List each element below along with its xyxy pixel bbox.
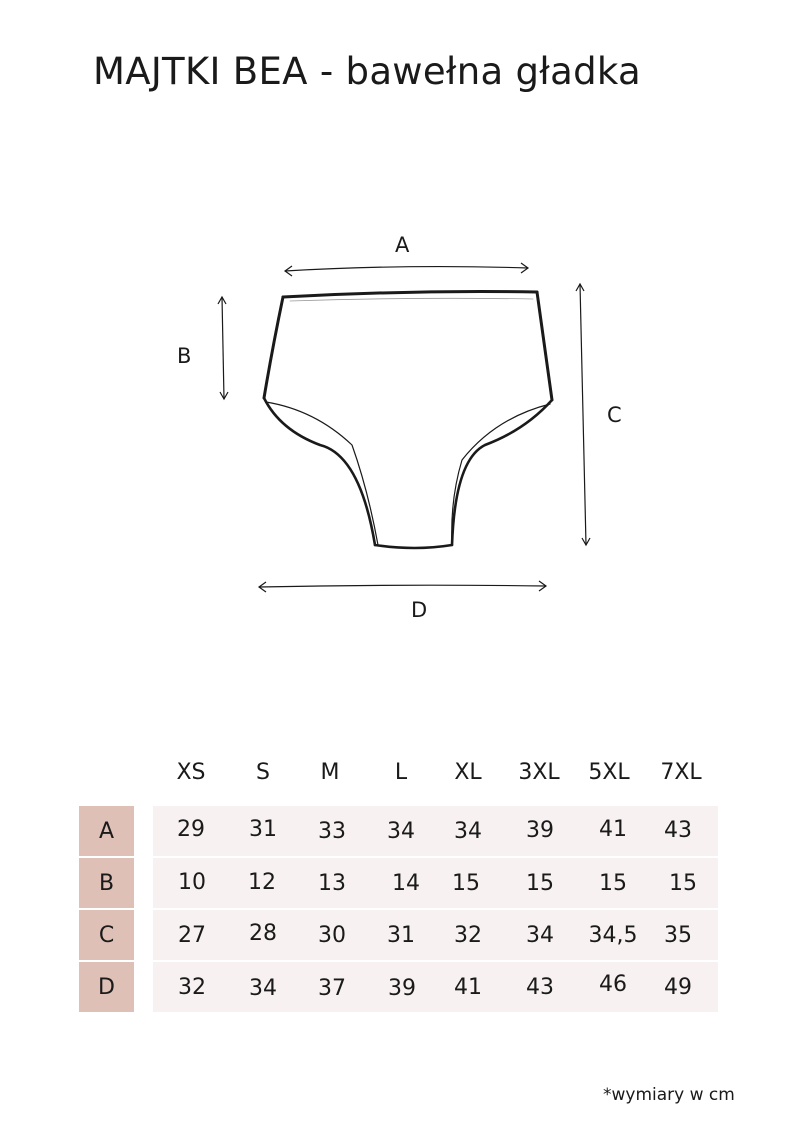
left-leg bbox=[264, 398, 375, 545]
cell-a-m: 33 bbox=[318, 819, 346, 844]
cell-d-m: 37 bbox=[318, 976, 346, 1001]
cell-d-7xl: 49 bbox=[664, 975, 692, 1000]
size-header-xl: XL bbox=[454, 760, 482, 785]
waistband-seam bbox=[290, 298, 533, 301]
label-a: A bbox=[395, 233, 410, 257]
cell-a-3xl: 39 bbox=[526, 818, 554, 843]
row-label-b: B bbox=[79, 858, 134, 908]
cell-a-xl: 34 bbox=[454, 819, 482, 844]
cell-d-xl: 41 bbox=[454, 975, 482, 1000]
cell-c-7xl: 35 bbox=[664, 923, 692, 948]
cell-c-3xl: 34 bbox=[526, 923, 554, 948]
cell-a-s: 31 bbox=[249, 817, 277, 842]
size-header-s: S bbox=[256, 760, 270, 785]
cell-c-xl: 32 bbox=[454, 923, 482, 948]
cell-d-3xl: 43 bbox=[526, 975, 554, 1000]
cell-d-5xl: 46 bbox=[599, 972, 627, 997]
size-header-5xl: 5XL bbox=[588, 760, 630, 785]
cell-b-l: 14 bbox=[392, 871, 420, 896]
right-leg-inner bbox=[452, 404, 550, 545]
cell-b-xs: 10 bbox=[178, 870, 206, 895]
gusset-bottom bbox=[375, 545, 452, 548]
cell-c-l: 31 bbox=[387, 923, 415, 948]
label-c: C bbox=[607, 403, 622, 427]
briefs-drawing bbox=[264, 292, 552, 548]
cell-b-3xl: 15 bbox=[526, 871, 554, 896]
cell-b-s: 12 bbox=[248, 870, 276, 895]
cell-c-xs: 27 bbox=[178, 923, 206, 948]
cell-b-7xl: 15 bbox=[669, 871, 697, 896]
cell-b-m: 13 bbox=[318, 871, 346, 896]
cell-a-5xl: 41 bbox=[599, 817, 627, 842]
arrow-d bbox=[259, 581, 546, 592]
row-label-c: C bbox=[79, 910, 134, 960]
cell-c-5xl: 34,5 bbox=[588, 923, 638, 948]
cell-a-7xl: 43 bbox=[664, 818, 692, 843]
cell-a-l: 34 bbox=[387, 819, 415, 844]
cell-b-xl: 15 bbox=[452, 871, 480, 896]
row-label-a: A bbox=[79, 806, 134, 856]
arrow-b bbox=[218, 297, 228, 399]
left-side bbox=[264, 297, 283, 398]
row-label-d: D bbox=[79, 962, 134, 1012]
size-header-xs: XS bbox=[176, 760, 206, 785]
size-header-7xl: 7XL bbox=[660, 760, 702, 785]
size-header-3xl: 3XL bbox=[518, 760, 560, 785]
cell-c-m: 30 bbox=[318, 923, 346, 948]
size-header-m: M bbox=[320, 760, 340, 785]
label-b: B bbox=[177, 344, 192, 368]
cell-a-xs: 29 bbox=[177, 817, 205, 842]
waistband-top bbox=[283, 292, 537, 297]
cell-c-s: 28 bbox=[249, 921, 277, 946]
footnote-units: *wymiary w cm bbox=[603, 1085, 735, 1105]
size-header-l: L bbox=[394, 760, 408, 785]
right-side bbox=[537, 292, 552, 400]
arrow-a bbox=[285, 263, 528, 276]
label-d: D bbox=[411, 598, 428, 622]
cell-d-xs: 32 bbox=[178, 975, 206, 1000]
cell-b-5xl: 15 bbox=[599, 871, 627, 896]
right-leg bbox=[452, 400, 552, 545]
cell-d-s: 34 bbox=[249, 976, 277, 1001]
cell-d-l: 39 bbox=[388, 976, 416, 1001]
arrow-c bbox=[576, 284, 590, 545]
page-title: MAJTKI BEA - bawełna gładka bbox=[93, 50, 641, 93]
